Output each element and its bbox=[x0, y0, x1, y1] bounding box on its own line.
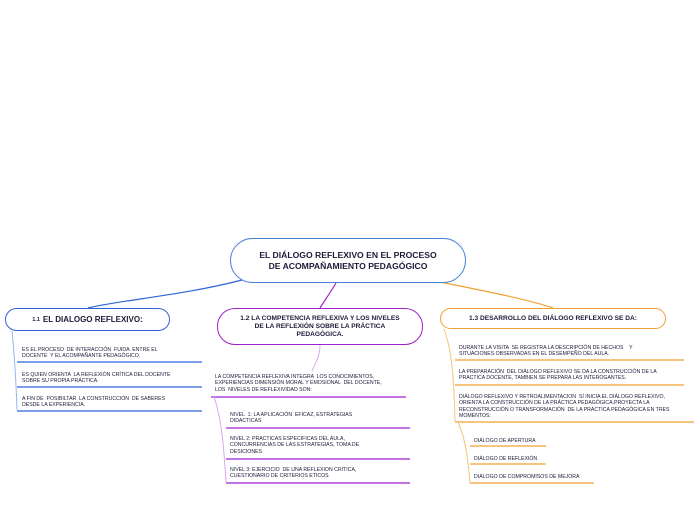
branch-3-item-3[interactable] bbox=[459, 394, 670, 420]
branch-3-spine bbox=[444, 329, 455, 421]
branch-3-moment-3-text: DIÁLOGO DE COMPROMISOS DE MEJORA bbox=[474, 474, 580, 480]
branch-3-item-2[interactable] bbox=[459, 369, 657, 382]
branch-2-intro-text: LA COMPETENCIA REFLEXIVA INTEGRA LOS CONOCIMIENTOS, EXPERIENCIAS DIMENSIÓN MORAL Y EMOSIONAL DEL DOCENTE, LOS NIVELES DE REFLEXIVIDAD SON: bbox=[215, 374, 382, 393]
branch-3-item-1-text: DURANTE LA VISITA SE REGISTRA LA DESCRIPCIÓN DE HECHOS Y SITUACIONES OBSERVADAS EN EL DESEMPEÑO DEL AULA. bbox=[459, 345, 633, 358]
branch-3-title: 1.3 DESARROLLO DEL DIÁLOGO REFLEXIVO SE DA: bbox=[468, 315, 638, 322]
root-topic-title: EL DIÁLOGO REFLEXIVO EN EL PROCESO DE ACOMPAÑAMIENTO PEDAGÓGICO bbox=[259, 249, 437, 271]
branch-3-item-1[interactable] bbox=[459, 345, 633, 358]
branch-1-item-1-text: ES EL PROCESO DE INTERACCIÓN FUIDA ENTRE EL DOCENTE Y EL ACOMPAÑANTE PEDAGÓGICO. bbox=[22, 347, 158, 360]
branch-2-spine bbox=[214, 397, 226, 482]
branch-1-item-1[interactable] bbox=[22, 347, 158, 360]
branch-2-intro[interactable] bbox=[215, 374, 382, 393]
branch-1-spine bbox=[12, 331, 17, 410]
branch-3-topic[interactable] bbox=[440, 308, 666, 329]
branch-1-item-2-text: ES QUIEN ORIENTA LA REFLEXIÓN CRÍTICA DEL DOCENTE SOBRE SU PROPIA PRÁCTICA. bbox=[22, 372, 171, 385]
branch-3-item-2-text: LA PREPARACIÓN DEL DIÁLOGO REFLEXIVO SE DA LA CONSTRUCCIÓN DE LA PRACTICA DOCENTE, TAMBIEN SE PREPARA LAS INTEROGANTES. bbox=[459, 369, 657, 382]
branch-2-level-1[interactable] bbox=[230, 412, 352, 425]
branch-3-item-3-text: DIÁLOGO REFLEXIVO Y RETROALIMENTACION SÍ INICIA EL DIÁLOGO REFLEXIVO, ORIENTA LA CONSTRUCCIÓN DE LA PRÁCTICA PEDAGÓGICA,PROYECTA LA RECONSTRUCCIÓN O TRANSFORMACIÓN DE LA PRÁCTICA PEDAGÓGICA EN TRES MOMENTOS: bbox=[459, 394, 670, 420]
branch-2-level-3[interactable] bbox=[230, 467, 356, 480]
branch-3-moment-2[interactable] bbox=[474, 456, 537, 462]
branch-2-topic[interactable] bbox=[217, 308, 423, 345]
branch-2-connector bbox=[312, 345, 320, 371]
link-root-to-branch-3 bbox=[440, 282, 553, 308]
branch-1-topic[interactable] bbox=[5, 308, 170, 331]
branch-2-title: 1.2 LA COMPETENCIA REFLEXIVA Y LOS NIVELES DE LA REFLEXIÓN SOBRE LA PRÁCTICA PEDAGÓGICA. bbox=[240, 314, 400, 338]
branch-3-moment-3[interactable] bbox=[474, 474, 580, 480]
branch-1-item-3-text: A FIN DE POSIBILTAR LA CONSTRUCCIÓN DE SABERES DESDE LA EXPERIENCIA. bbox=[22, 396, 166, 409]
root-topic[interactable] bbox=[230, 238, 466, 283]
branch-3-moment-2-text: DIÁLOGO DE REFLEXIÓN bbox=[474, 456, 538, 462]
branch-3-moments-spine bbox=[458, 422, 470, 483]
branch-3-moment-1[interactable] bbox=[474, 438, 536, 444]
branch-2-level-2-text: NIVEL 2: PRACTICAS ESPECIFICAS DEL AULA, CONCURRENCIAS DE LAS ESTRATEGIAS, TOMA DE DESICIONES bbox=[230, 436, 360, 455]
link-root-to-branch-1 bbox=[88, 280, 242, 308]
branch-1-item-3[interactable] bbox=[22, 396, 165, 409]
link-root-to-branch-2 bbox=[320, 283, 336, 308]
branch-2-level-2[interactable] bbox=[230, 436, 359, 455]
branch-2-level-1-text: NIVEL 1: LA APLICACIÓN EFICAZ, ESTRATEGIAS DIDACTICAS bbox=[230, 412, 353, 425]
branch-1-item-2[interactable] bbox=[22, 372, 170, 385]
branch-1-title: EL DIALOGO REFLEXIVO: bbox=[42, 315, 143, 324]
branch-3-moment-1-text: DIÁLOGO DE APERTURA bbox=[474, 438, 536, 444]
branch-2-level-3-text: NIVEL 3: EJERCICIO DE UNA REFLEXION CRITICA, CUESTIONARIO DE CRITERIOS ETICOS bbox=[230, 467, 357, 480]
branch-1-number: 1.1 bbox=[32, 316, 40, 323]
